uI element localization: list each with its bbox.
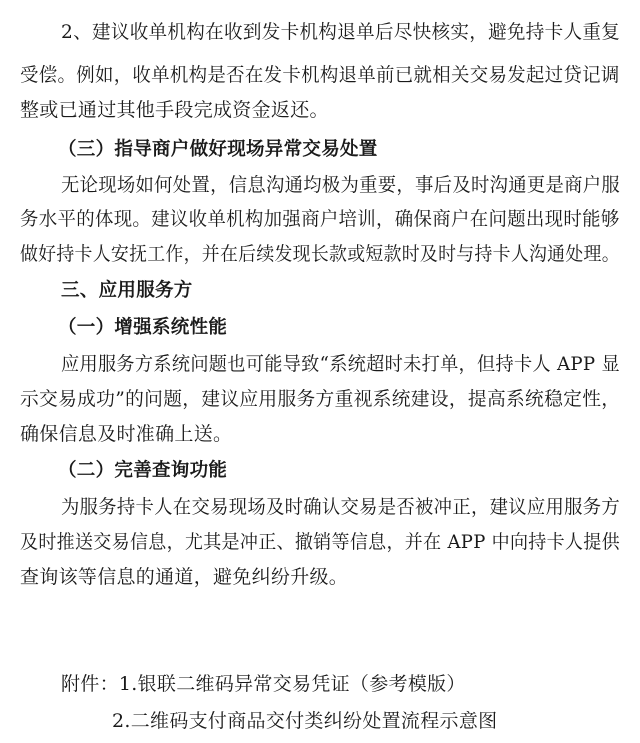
- paragraph-3-line-1: 无论现场如何处置，信息沟通均极为重要，事后及时沟通更是商户服: [61, 174, 621, 196]
- paragraph-3-line-2: 务水平的体现。建议收单机构加强商户培训，确保商户在问题出现时能够: [20, 208, 620, 230]
- paragraph-4-line-2: 示交易成功”的问题，建议应用服务方重视系统建设，提高系统稳定性，: [20, 388, 621, 410]
- section-heading-1: （一）增强系统性能: [58, 317, 228, 338]
- section-heading-3: （三）指导商户做好现场异常交易处置: [58, 139, 378, 160]
- paragraph-5-line-3: 查询该等信息的通道，避免纠纷升级。: [20, 566, 349, 588]
- paragraph-5-line-2: 及时推送交易信息，尤其是冲正、撤销等信息，并在 APP 中向持卡人提供: [20, 531, 620, 553]
- attachment-1: 附件：1.银联二维码异常交易凭证（参考模版）: [61, 673, 466, 695]
- paragraph-3-line-3: 做好持卡人安抚工作，并在后续发现长款或短款时及时与持卡人沟通处理。: [20, 243, 620, 265]
- paragraph-4-line-3: 确保信息及时准确上送。: [20, 423, 233, 445]
- paragraph-2-line-2: 受偿。例如，收单机构是否在发卡机构退单前已就相关交易发起过贷记调: [20, 64, 620, 86]
- paragraph-4-line-1: 应用服务方系统问题也可能导致“系统超时未打单，但持卡人 APP 显: [61, 353, 620, 375]
- paragraph-5-line-1: 为服务持卡人在交易现场及时确认交易是否被冲正，建议应用服务方: [61, 496, 621, 518]
- paragraph-2-line-3: 整或已通过其他手段完成资金返还。: [20, 99, 329, 121]
- chapter-heading-3: 三、应用服务方: [61, 280, 193, 301]
- section-heading-2: （二）完善查询功能: [58, 460, 228, 481]
- attachment-2: 2.二维码支付商品交付类纠纷处置流程示意图: [112, 710, 498, 732]
- paragraph-2-line-1: 2、建议收单机构在收到发卡机构退单后尽快核实，避免持卡人重复: [61, 21, 621, 43]
